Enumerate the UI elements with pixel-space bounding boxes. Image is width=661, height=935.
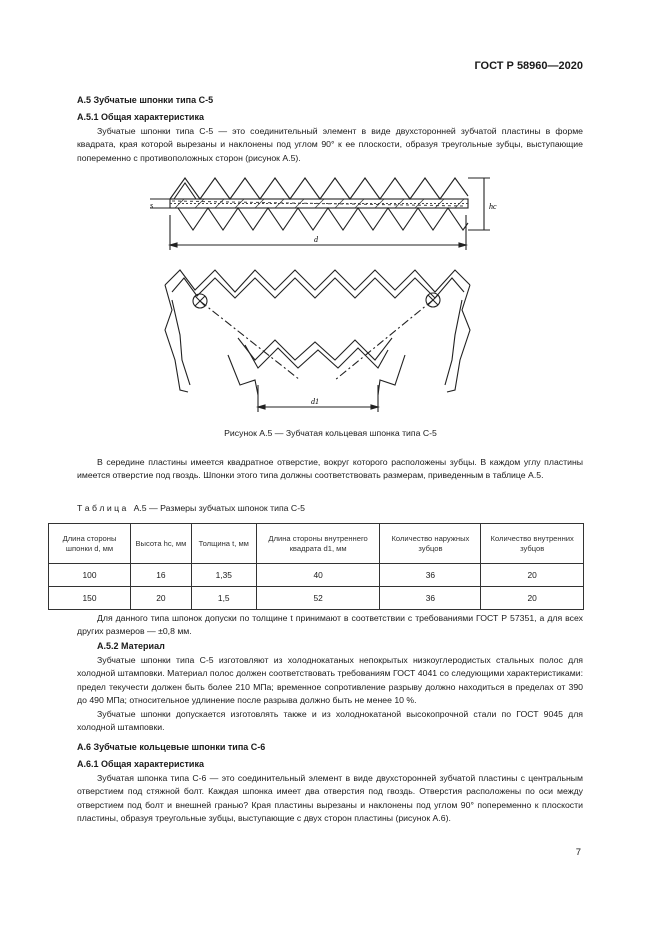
paragraph-a6-1: Зубчатая шпонка типа С-6 — это соединительный элемент в виде двухсторонней зубчатой пластины с центральным отверстием под стяжной болт. Каждая шпонка имеет два отверстия под гвоздь. Отверстия расположены по оси между отверстием под болт и внешней гранью? Края пластины вырезаны и наклонены под углом 90° попеременно к плоскости пластины, образуя треугольные зубцы, выступающие с двух сторон пластины (рисунок А.6). xyxy=(77,773,583,824)
table-cell: 1,35 xyxy=(191,564,256,587)
table-row xyxy=(49,564,584,587)
table-header-row xyxy=(49,524,584,564)
table-cell: 150 xyxy=(49,587,131,610)
toothed-plate-top-view xyxy=(165,270,470,412)
table-cell: 20 xyxy=(481,564,584,587)
col-header-d: Длина стороны шпонки d, мм xyxy=(49,524,131,564)
subsection-a5-1-title: А.5.1 Общая характеристика xyxy=(77,112,204,122)
col-header-t: Толщина t, мм xyxy=(191,524,256,564)
document-id: ГОСТ Р 58960—2020 xyxy=(474,60,583,72)
dim-label-d1: d1 xyxy=(311,397,319,406)
table-cell: 20 xyxy=(481,587,584,610)
subsection-a6-1-title: А.6.1 Общая характеристика xyxy=(77,759,204,769)
table-cell: 40 xyxy=(256,564,380,587)
table-cell: 20 xyxy=(131,587,192,610)
toothed-plate-side-view xyxy=(150,178,490,250)
col-header-d1: Длина стороны внутреннего квадрата d1, мм xyxy=(256,524,380,564)
figure-a5-caption: Рисунок А.5 — Зубчатая кольцевая шпонка типа С-5 xyxy=(224,428,437,438)
table-cell: 100 xyxy=(49,564,131,587)
page-number: 7 xyxy=(575,847,581,858)
dim-label-s: s xyxy=(150,201,154,210)
figure-a5 xyxy=(0,0,661,440)
paragraph-a5-2: В середине пластины имеется квадратное отверстие, вокруг которого расположены зубцы. В каждом углу пластины имеется отверстие под гвоздь. Шпонки этого типа должны соответствовать размерам, приведенным в таблице А.5. xyxy=(77,457,583,481)
dim-label-d: d xyxy=(314,235,318,244)
section-a6-title: А.6 Зубчатые кольцевые шпонки типа С-6 xyxy=(77,742,266,752)
table-cell: 36 xyxy=(380,587,481,610)
dim-label-hc: hc xyxy=(489,202,497,211)
table-cell: 52 xyxy=(256,587,380,610)
paragraph-a5-1: Зубчатые шпонки типа С-5 — это соединительный элемент в виде двухсторонней зубчатой пластины в форме квадрата, края которой вырезаны и наклонены под углом 90° к ее плоскости, образуя треугольные зубцы, выступающие попеременно с противоположных сторон (рисунок А.5). xyxy=(77,126,583,163)
section-a5-title: А.5 Зубчатые шпонки типа С-5 xyxy=(77,95,214,105)
table-cell: 16 xyxy=(131,564,192,587)
col-header-inner-teeth: Количество внутренних зубцов xyxy=(481,524,584,564)
paragraph-a5-5: Зубчатые шпонки допускается изготовлять также и из холоднокатаной высокопрочной стали по ГОСТ 9045 для холодной штамповки. xyxy=(77,709,583,733)
table-a5-caption: Т а б л и ц а А.5 — Размеры зубчатых шпонок типа С-5 xyxy=(77,503,305,513)
table-cell: 36 xyxy=(380,564,481,587)
paragraph-a5-4: Зубчатые шпонки типа С-5 изготовляют из холоднокатаных непокрытых низкоуглеродистых стальных полос для холодной штамповки. Материал полос должен соответствовать требованиям ГОСТ 4041 со следующими характеристиками: предел текучести должен быть более 210 МПа; временное сопротивление разрыву должно находиться в пределах от 390 до 490 МПа; относительное удлинение после разрыва должно быть не менее 10 %. xyxy=(77,655,583,706)
table-cell: 1,5 xyxy=(191,587,256,610)
subsection-a5-2-title: А.5.2 Материал xyxy=(97,641,165,651)
table-a5 xyxy=(48,523,584,610)
paragraph-a5-3: Для данного типа шпонок допуски по толщине t принимают в соответствии с требованиями ГОСТ Р 57351, а для всех других размеров — ±0,8 мм. xyxy=(77,613,583,637)
col-header-hc: Высота hc, мм xyxy=(131,524,192,564)
col-header-outer-teeth: Количество наружных зубцов xyxy=(380,524,481,564)
table-row xyxy=(49,587,584,610)
